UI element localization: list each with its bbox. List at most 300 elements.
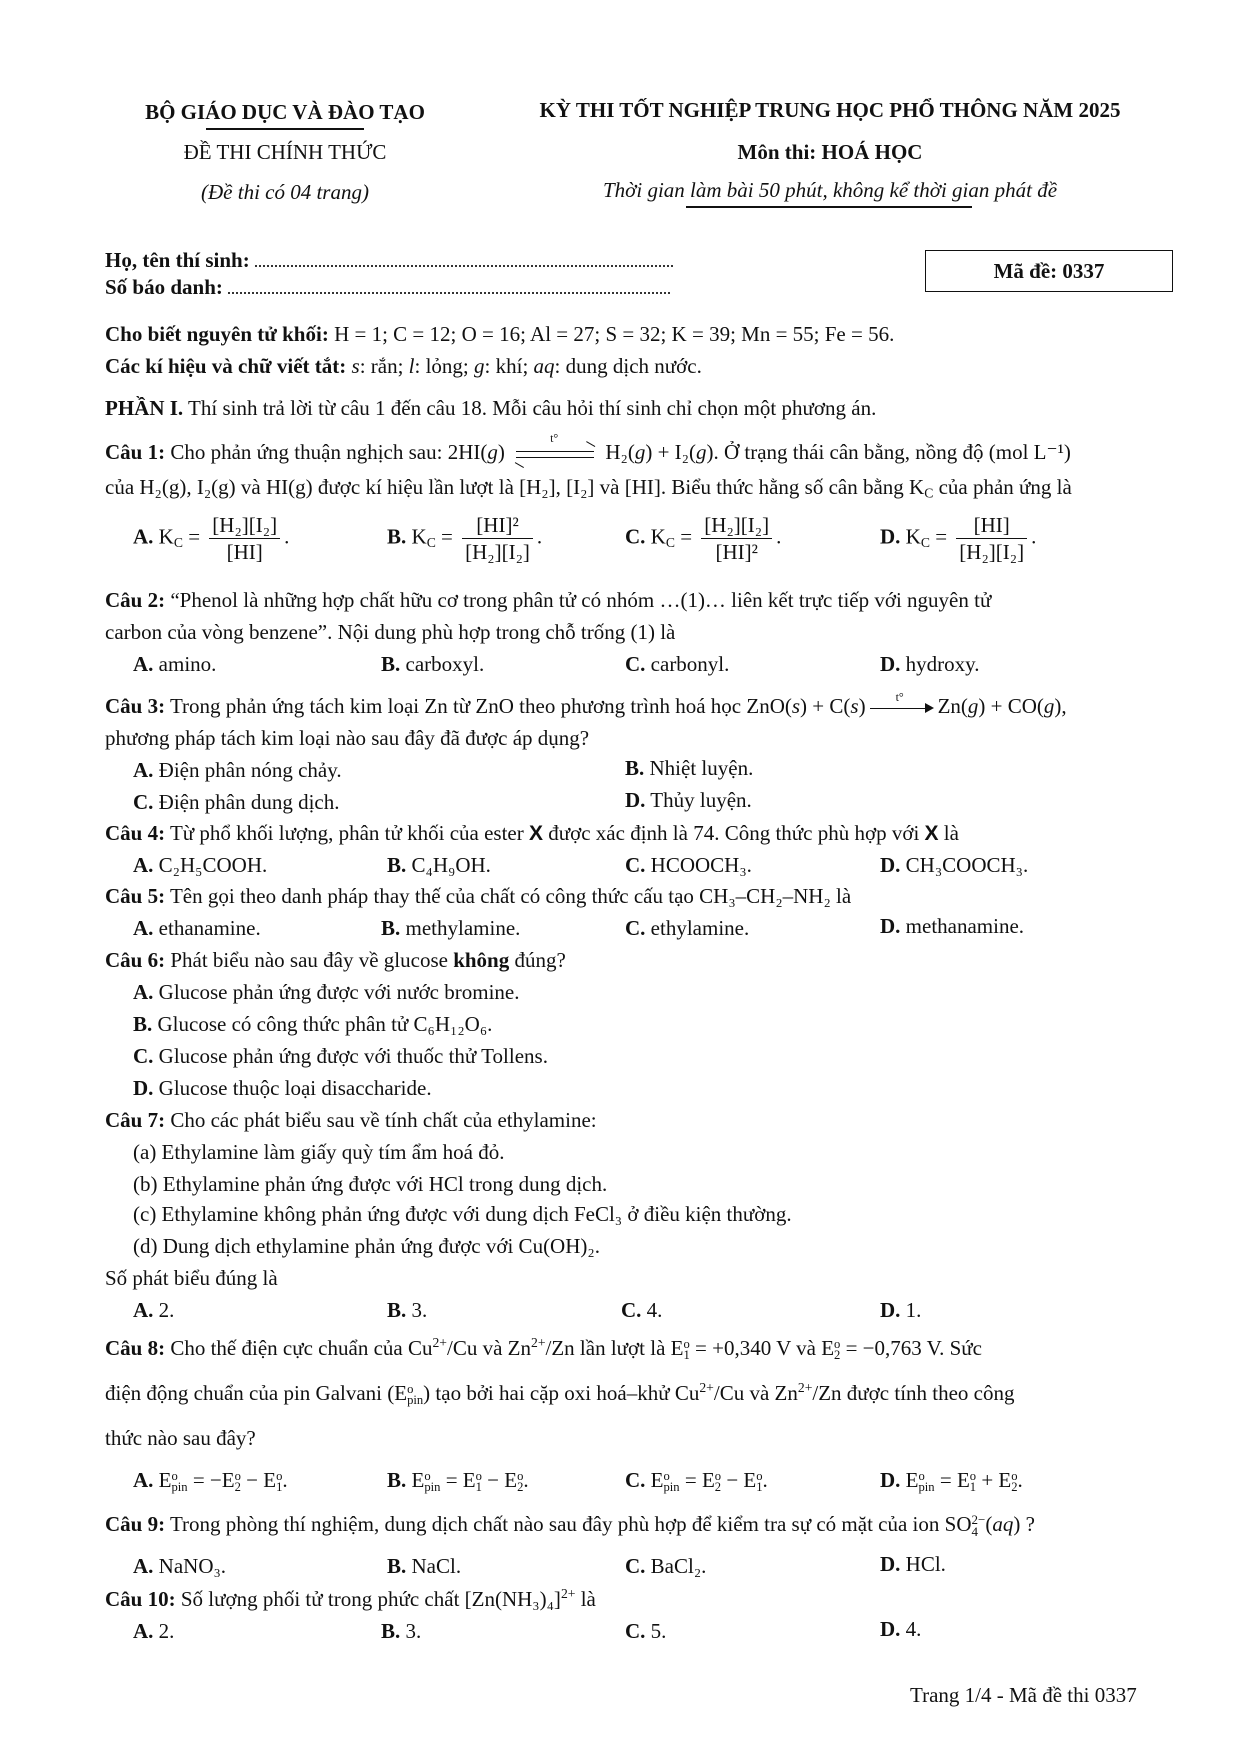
- kc-subscript: C: [924, 485, 934, 501]
- option-letter: D.: [880, 1552, 901, 1576]
- e-index: 2: [234, 1480, 241, 1495]
- q7-statement-b: (b) Ethylamine phản ứng được với HCl trong dung dịch.: [133, 1172, 608, 1196]
- q1-option-a[interactable]: A. $K_C$ = $\frac{\text{[H₂][I₂]}}{[HI]}$ .: [133, 513, 290, 565]
- q4-option-b[interactable]: [387, 853, 491, 878]
- option-letter: A.: [133, 916, 154, 940]
- std-sign: o: [234, 1468, 241, 1483]
- abbr-aq-text: : dung dịch nước.: [554, 354, 702, 378]
- option-text: Điện phân dung dịch.: [158, 790, 340, 814]
- kc-sub: C: [920, 534, 930, 550]
- q4-x: X: [528, 822, 543, 845]
- q3-text: Zn(: [937, 694, 968, 718]
- q5-option-b[interactable]: [381, 916, 520, 941]
- e-letter: E: [905, 1468, 919, 1492]
- option-text: 2.: [158, 1619, 175, 1643]
- e-letter: E: [504, 1468, 518, 1492]
- std-sign: o: [756, 1468, 763, 1483]
- option-letter: D.: [880, 914, 901, 938]
- q7-option-b[interactable]: [387, 1298, 427, 1323]
- q8-label: Câu 8:: [105, 1336, 166, 1360]
- e-letter: E: [743, 1468, 757, 1492]
- q2-option-c[interactable]: [625, 652, 729, 677]
- q7-text: Cho các phát biểu sau về tính chất của ethylamine:: [165, 1108, 597, 1132]
- option-letter: B.: [387, 1554, 407, 1578]
- candidate-id-row: [105, 275, 670, 300]
- q7-option-c[interactable]: [621, 1298, 662, 1323]
- q9-option-c[interactable]: [625, 1554, 706, 1579]
- q10-text: là: [575, 1587, 596, 1611]
- q6-option-a[interactable]: [133, 980, 519, 1005]
- option-letter: D.: [880, 1298, 901, 1322]
- kc-symbol: K: [411, 524, 427, 549]
- denominator: [H₂][I₂]: [959, 540, 1025, 565]
- q8-text: ) tạo bởi hai cặp oxi hoá–khử Cu: [423, 1381, 700, 1405]
- abbr-label: Các kí hiệu và chữ viết tắt:: [105, 354, 347, 378]
- ion-count: 4: [971, 1524, 979, 1540]
- q2-line1: [105, 588, 991, 613]
- q6-line: [105, 948, 566, 973]
- q4-label: Câu 4:: [105, 821, 166, 845]
- pin-index: pin: [918, 1480, 935, 1495]
- option-text: 3.: [405, 1619, 422, 1643]
- pin-index: pin: [171, 1480, 188, 1495]
- e2-symbol: [998, 1468, 1017, 1494]
- std-sign: o: [407, 1381, 414, 1396]
- option-text: Nhiệt luyện.: [649, 756, 754, 780]
- q1-option-c[interactable]: C. $K_C$ = $\frac{\text{[H₂][I₂]}}{\text{[HI]²}}$ .: [625, 513, 782, 565]
- ministry-title: BỘ GIÁO DỤC VÀ ĐÀO TẠO: [145, 100, 425, 124]
- e-index: 2: [1011, 1480, 1018, 1495]
- option-letter: A.: [133, 758, 154, 782]
- option-letter: C.: [625, 1554, 646, 1578]
- abbreviations: [105, 354, 702, 379]
- pages-note: (Đề thi có 04 trang): [201, 180, 369, 204]
- option-letter: A.: [133, 652, 154, 676]
- option-text: amino.: [158, 652, 217, 676]
- q8-text: Cho thế điện cực chuẩn của Cu: [165, 1336, 433, 1360]
- std-sign: o: [663, 1468, 670, 1483]
- option-letter: B.: [387, 524, 407, 549]
- abbr-g: g: [474, 354, 485, 378]
- q2-option-b[interactable]: [381, 652, 484, 677]
- q3-text: ) + C(: [800, 694, 851, 718]
- q1-option-b[interactable]: B. $K_C$ = $\frac{\text{[HI]²}}{\text{[H₂][I₂]}}$ .: [387, 513, 543, 565]
- q4-option-a[interactable]: [133, 853, 267, 878]
- q3-option-d[interactable]: [625, 788, 752, 813]
- q1-line2-end: của phản ứng là: [933, 475, 1072, 499]
- charge: 2+: [432, 1334, 447, 1350]
- q5-label: Câu 5:: [105, 884, 166, 908]
- q10-text: Số lượng phối tử trong phức chất [Zn(NH₃)₄]: [175, 1587, 561, 1611]
- option-letter: C.: [625, 916, 646, 940]
- option-text: 5.: [650, 1619, 667, 1643]
- option-text: carboxyl.: [405, 652, 485, 676]
- option-text: 2.: [158, 1298, 175, 1322]
- pin-index: pin: [424, 1480, 441, 1495]
- reaction-arrow-icon: [870, 690, 934, 718]
- e-index: 1: [475, 1480, 482, 1495]
- official-label: ĐỀ THI CHÍNH THỨC: [183, 140, 387, 164]
- q9-option-a[interactable]: [133, 1554, 226, 1579]
- q1-label: Câu 1:: [105, 440, 166, 464]
- q10-label: Câu 10:: [105, 1587, 176, 1611]
- option-text: HCOOCH₃.: [650, 853, 752, 877]
- denominator: [H₂][I₂]: [465, 540, 530, 565]
- q9-text: Trong phòng thí nghiệm, dung dịch chất nào sau đây phù hợp để kiểm tra sự có mặt của ion: [165, 1512, 945, 1536]
- e-letter: E: [821, 1336, 835, 1360]
- candidate-id-field[interactable]: [228, 276, 670, 294]
- masses-text: H = 1; C = 12; O = 16; Al = 27; S = 32; K = 39; Mn = 55; Fe = 56.: [328, 322, 895, 346]
- q4-text: Từ phổ khối lượng, phân tử khối của ester: [165, 821, 529, 845]
- arrow-label: t°: [550, 431, 559, 446]
- q4-line: [105, 821, 959, 846]
- charge: 2+: [699, 1379, 714, 1395]
- part1-instruction: [105, 396, 876, 421]
- q3-g: g: [1043, 694, 1055, 718]
- q1-g: g: [634, 440, 646, 464]
- q6-label: Câu 6:: [105, 948, 166, 972]
- q6-option-b[interactable]: [133, 1012, 492, 1037]
- e-letter: E: [462, 1468, 476, 1492]
- ion-charge: 2−: [971, 1511, 986, 1527]
- numerator: [HI]²: [462, 512, 533, 539]
- std-sign: o: [424, 1468, 431, 1483]
- ministry-underline: [206, 128, 364, 130]
- q8-text: /Zn lần lượt là: [545, 1336, 671, 1360]
- arrow-label: t°: [895, 690, 904, 705]
- q10-option-d[interactable]: [880, 1617, 921, 1642]
- e-letter: E: [394, 1381, 408, 1405]
- q9-label: Câu 9:: [105, 1512, 166, 1536]
- q10-option-b[interactable]: [381, 1619, 421, 1644]
- denominator: [HI]: [226, 540, 263, 565]
- std-sign: o: [171, 1468, 178, 1483]
- option-letter: B.: [387, 1298, 407, 1322]
- q7-option-a[interactable]: [133, 1298, 174, 1323]
- abbr-l: l: [408, 354, 415, 378]
- q2-line2: carbon của vòng benzene”. Nội dung phù hợp trong chỗ trống (1) là: [105, 620, 676, 644]
- option-text: Glucose có công thức phân tử C₆H₁₂O₆.: [157, 1012, 493, 1036]
- q5-option-d[interactable]: [880, 914, 1024, 939]
- q9-end: ?: [1020, 1512, 1035, 1536]
- q6-option-c[interactable]: [133, 1044, 548, 1069]
- q1-g: g: [695, 440, 707, 464]
- q8-text: = −0,763 V. Sức: [840, 1336, 982, 1360]
- q7-line: [105, 1108, 597, 1133]
- option-text: Glucose phản ứng được với nước bromine.: [158, 980, 520, 1004]
- option-letter: D.: [880, 524, 901, 549]
- q2-label: Câu 2:: [105, 588, 166, 612]
- option-text: NaNO₃.: [158, 1554, 227, 1578]
- epin-symbol: [159, 1468, 188, 1494]
- fraction: [701, 512, 772, 566]
- option-letter: C.: [625, 524, 646, 549]
- e-index: 2: [834, 1348, 841, 1363]
- numerator: [H₂][I₂]: [701, 512, 772, 539]
- option-text: 4.: [905, 1617, 922, 1641]
- option-text: BaCl₂.: [650, 1554, 707, 1578]
- time-note: Thời gian làm bài 50 phút, không kể thời gian phát đề: [602, 178, 1058, 202]
- option-text: CH₃COOCH₃.: [905, 853, 1029, 877]
- e2-symbol: [821, 1336, 840, 1362]
- option-text: hydroxy.: [905, 652, 980, 676]
- q3-line1: [105, 690, 1067, 719]
- option-letter: C.: [625, 652, 646, 676]
- q8-text: /Cu và Zn: [447, 1336, 531, 1360]
- option-text: C₄H₉OH.: [411, 853, 491, 877]
- q4-text: được xác định là 74. Công thức phù hợp với: [543, 821, 925, 845]
- fraction: [462, 512, 533, 566]
- e-index: 1: [756, 1480, 763, 1495]
- option-text: 3.: [411, 1298, 428, 1322]
- q8-line3: thức nào sau đây?: [105, 1426, 256, 1450]
- option-text: C₂H₅COOH.: [158, 853, 268, 877]
- q9-option-d[interactable]: [880, 1552, 946, 1577]
- option-letter: B.: [381, 916, 401, 940]
- ion-symbol: SO: [944, 1512, 972, 1536]
- kc-symbol: K: [650, 524, 666, 549]
- complex-charge: 2+: [560, 1585, 576, 1601]
- q1-line2-text: của H₂(g), I₂(g) và HI(g) được kí hiệu lần lượt là [H₂], [I₂] và [HI]. Biểu thức hằng số cân bằng K: [105, 475, 925, 499]
- option-text: Glucose thuộc loại disaccharide.: [158, 1076, 432, 1100]
- option-letter: B.: [133, 1012, 153, 1036]
- option-text: Thủy luyện.: [650, 788, 752, 812]
- option-text: 4.: [646, 1298, 663, 1322]
- q7-statement-c: (c) Ethylamine không phản ứng được với dung dịch FeCl₃ ở điều kiện thường.: [133, 1202, 792, 1226]
- kc-symbol: K: [905, 524, 921, 549]
- option-letter: B.: [625, 756, 645, 780]
- epin-symbol: [412, 1468, 441, 1494]
- e-index: 1: [683, 1348, 690, 1363]
- part1-label: PHẦN I.: [105, 396, 184, 420]
- abbr-s-text: : rắn;: [359, 354, 409, 378]
- q8-option-a[interactable]: A. E o pin = −E o 2 − E o 1 .: [133, 1468, 288, 1495]
- q1-text: H₂(: [600, 440, 635, 464]
- exam-code-box: [925, 250, 1173, 292]
- q10-option-c[interactable]: [625, 1619, 666, 1644]
- numerator: [HI]: [956, 512, 1027, 539]
- option-text: ethylamine.: [650, 916, 750, 940]
- ion-scripts: [971, 1511, 986, 1540]
- subject-title: Môn thi: HOÁ HỌC: [737, 140, 923, 164]
- q3-text: ),: [1054, 694, 1067, 718]
- q8-text: điện động chuẩn của pin Galvani (: [105, 1381, 395, 1405]
- q7-option-d[interactable]: [880, 1298, 921, 1323]
- q4-x: X: [924, 822, 939, 845]
- masses-label: Cho biết nguyên tử khối:: [105, 322, 329, 346]
- q3-text: ): [858, 694, 866, 718]
- q2-option-a[interactable]: [133, 652, 216, 677]
- e1-symbol: [957, 1468, 976, 1494]
- q6-text: Phát biểu nào sau đây về glucose: [165, 948, 454, 972]
- q10-line: [105, 1587, 596, 1612]
- q3-option-b[interactable]: [625, 756, 753, 781]
- option-text: 1.: [905, 1298, 922, 1322]
- q1-text: ). Ở trạng thái cân bằng, nồng độ (mol L⁻¹): [706, 440, 1071, 464]
- q4-text: là: [938, 821, 959, 845]
- option-letter: A.: [133, 1298, 154, 1322]
- q9-line: Câu 9: Trong phòng thí nghiệm, dung dịch chất nào sau đây phù hợp để kiểm tra sự có mặt của ion SO 2− 4 (aq) ?: [105, 1511, 1035, 1540]
- option-letter: A.: [133, 1468, 154, 1492]
- option-letter: B.: [381, 652, 401, 676]
- e-letter: E: [158, 1468, 172, 1492]
- option-letter: C.: [625, 853, 646, 877]
- option-text: NaCl.: [411, 1554, 462, 1578]
- q8-text: = +0,340 V và: [689, 1336, 822, 1360]
- q1-text: Cho phản ứng thuận nghịch sau: 2HI(: [165, 440, 488, 464]
- q8-text: /Zn được tính theo công: [812, 1381, 1015, 1405]
- e-letter: E: [670, 1336, 684, 1360]
- option-letter: B.: [381, 1619, 401, 1643]
- q3-s: s: [850, 694, 859, 718]
- q7-label: Câu 7:: [105, 1108, 166, 1132]
- q7-ask: Số phát biểu đúng là: [105, 1266, 278, 1290]
- option-letter: D.: [625, 788, 646, 812]
- pin-index: pin: [407, 1393, 424, 1408]
- epin-symbol: [906, 1468, 935, 1494]
- e-index: 2: [517, 1480, 524, 1495]
- abbr-g-text: : khí;: [484, 354, 534, 378]
- candidate-name-row: [105, 248, 673, 273]
- option-text: methylamine.: [405, 916, 521, 940]
- part1-text: Thí sinh trả lời từ câu 1 đến câu 18. Mỗi câu hỏi thí sinh chỉ chọn một phương án.: [183, 396, 877, 420]
- e2-symbol: [504, 1468, 523, 1494]
- e-letter: E: [263, 1468, 277, 1492]
- e-index: 1: [969, 1480, 977, 1495]
- q5-option-a[interactable]: [133, 916, 261, 941]
- option-letter: A.: [133, 980, 154, 1004]
- option-letter: D.: [880, 853, 901, 877]
- kc-sub: C: [665, 534, 675, 550]
- q3-text: ) + CO(: [978, 694, 1044, 718]
- q9-option-b[interactable]: [387, 1554, 461, 1579]
- aq-state: aq: [992, 1512, 1014, 1536]
- std-sign: o: [517, 1468, 524, 1483]
- q7-statement-d: (d) Dung dịch ethylamine phản ứng được với Cu(OH)₂.: [133, 1234, 600, 1258]
- abbr-s: s: [351, 354, 360, 378]
- e1-symbol: [671, 1336, 690, 1362]
- q2-text: “Phenol là những hợp chất hữu cơ trong phân tử có nhóm …(1)… liên kết trực tiếp với nguyên tử: [165, 588, 992, 612]
- std-sign: o: [276, 1468, 283, 1483]
- q5-text: Tên gọi theo danh pháp thay thế của chất có công thức cấu tạo CH₃–CH₂–NH₂ là: [165, 884, 852, 908]
- e-letter: E: [411, 1468, 425, 1492]
- q1-line1: [105, 431, 1071, 465]
- std-sign: o: [918, 1468, 925, 1483]
- time-underline: [686, 206, 972, 208]
- std-sign: o: [834, 1336, 841, 1351]
- std-sign: o: [1011, 1468, 1018, 1483]
- std-sign: o: [714, 1468, 722, 1483]
- q5-option-c[interactable]: [625, 916, 749, 941]
- q4-option-c[interactable]: [625, 853, 752, 878]
- q1-text: ): [497, 440, 511, 464]
- denominator: [HI]²: [715, 540, 758, 565]
- q3-option-c[interactable]: [133, 790, 339, 815]
- q4-option-d[interactable]: [880, 853, 1028, 878]
- equilibrium-arrow-icon: [516, 431, 594, 465]
- e-index: 1: [276, 1480, 283, 1495]
- option-letter: C.: [621, 1298, 642, 1322]
- option-text: Glucose phản ứng được với thuốc thử Tollens.: [158, 1044, 548, 1068]
- q6-bold: không: [453, 948, 510, 972]
- q3-label: Câu 3:: [105, 694, 166, 718]
- option-letter: D.: [133, 1076, 154, 1100]
- numerator: [H₂][I₂]: [209, 512, 280, 539]
- exam-code: Mã đề: 0337: [993, 259, 1105, 283]
- option-letter: A.: [133, 1619, 154, 1643]
- q3-g: g: [967, 694, 979, 718]
- epin-symbol: [651, 1468, 680, 1494]
- page-footer: Trang 1/4 - Mã đề thi 0337: [910, 1683, 1137, 1707]
- fraction: [956, 512, 1027, 566]
- q8-option-d[interactable]: D. E o pin = E o 1 + E o 2 .: [880, 1468, 1023, 1495]
- option-letter: C.: [133, 790, 154, 814]
- option-letter: A.: [133, 1554, 154, 1578]
- option-letter: A.: [133, 853, 154, 877]
- q2-option-d[interactable]: [880, 652, 980, 677]
- q3-line2: phương pháp tách kim loại nào sau đây đã được áp dụng?: [105, 726, 590, 750]
- q10-option-a[interactable]: [133, 1619, 174, 1644]
- q8-option-c[interactable]: C. E o pin = E o 2 − E o 1 .: [625, 1468, 768, 1495]
- q3-option-a[interactable]: [133, 758, 342, 783]
- option-letter: B.: [387, 853, 407, 877]
- q3-s: s: [791, 694, 801, 718]
- q1-line2: [105, 475, 1072, 500]
- epin-symbol: [394, 1381, 423, 1407]
- charge: 2+: [797, 1379, 813, 1395]
- option-letter: D.: [880, 652, 901, 676]
- option-text: methanamine.: [905, 914, 1025, 938]
- e-letter: E: [998, 1468, 1012, 1492]
- e-letter: E: [701, 1468, 715, 1492]
- q1-g: g: [487, 440, 498, 464]
- exam-title: KỲ THI TỐT NGHIỆP TRUNG HỌC PHỔ THÔNG NĂM 2025: [539, 98, 1121, 122]
- q1-option-d[interactable]: D. $K_C$ = $\frac{[HI]}{\text{[H₂][I₂]}}$ .: [880, 513, 1037, 565]
- q1-text: ) + I₂(: [645, 440, 696, 464]
- std-sign: o: [683, 1336, 690, 1351]
- q8-line2: [105, 1381, 1015, 1407]
- e2-symbol: [222, 1468, 241, 1494]
- e1-symbol: [743, 1468, 762, 1494]
- kc-symbol: K: [158, 524, 174, 549]
- option-text: ethanamine.: [158, 916, 261, 940]
- atomic-masses: [105, 322, 894, 347]
- q8-line1: [105, 1336, 982, 1362]
- option-letter: D.: [880, 1468, 901, 1492]
- kc-sub: C: [426, 534, 436, 550]
- candidate-name-field[interactable]: [255, 249, 673, 267]
- q6-option-d[interactable]: [133, 1076, 432, 1101]
- abbr-aq: aq: [533, 354, 555, 378]
- q8-option-b[interactable]: B. E o pin = E o 1 − E o 2 .: [387, 1468, 529, 1495]
- q8-text: /Cu và Zn: [713, 1381, 798, 1405]
- option-letter: C.: [133, 1044, 154, 1068]
- e1-symbol: [263, 1468, 282, 1494]
- option-letter: C.: [625, 1468, 646, 1492]
- e1-symbol: [463, 1468, 482, 1494]
- option-text: HCl.: [905, 1552, 946, 1576]
- q5-line: [105, 884, 851, 909]
- q7-statement-a: (a) Ethylamine làm giấy quỳ tím ẩm hoá đỏ.: [133, 1140, 505, 1164]
- e-index: 2: [714, 1480, 722, 1495]
- option-text: carbonyl.: [650, 652, 730, 676]
- option-letter: A.: [133, 524, 154, 549]
- kc-sub: C: [173, 534, 183, 550]
- e-letter: E: [956, 1468, 970, 1492]
- fraction: [209, 512, 280, 566]
- std-sign: o: [969, 1468, 977, 1483]
- e-letter: E: [221, 1468, 235, 1492]
